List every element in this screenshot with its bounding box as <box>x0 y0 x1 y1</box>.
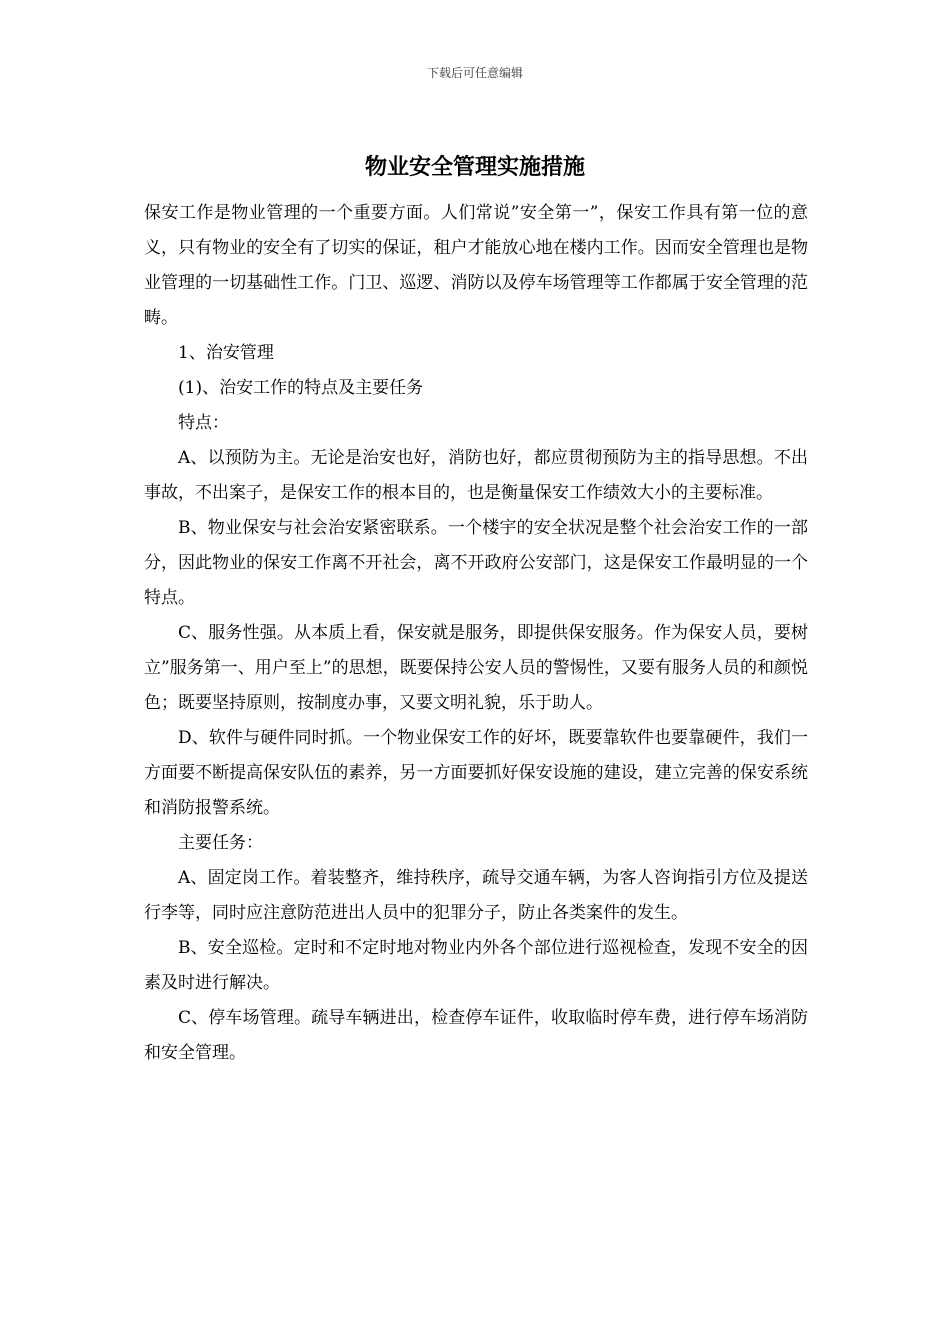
feature-b: B、物业保安与社会治安紧密联系。一个楼宇的安全状况是整个社会治安工作的一部分，因此物业的保安工作离不开社会，离不开政府公安部门，这是保安工作最明显的一个特点。 <box>144 518 808 608</box>
tasks-label: 主要任务： <box>178 833 263 853</box>
subsection-heading: (1)、治安工作的特点及主要任务 <box>178 378 424 398</box>
features-label: 特点： <box>178 413 229 433</box>
feature-c: C、服务性强。从本质上看，保安就是服务，即提供保安服务。作为保安人员，要树立”服务第一、用户至上”的思想，既要保持公安人员的警惕性，又要有服务人员的和颜悦色；既要坚持原则，按制度办事，又要文明礼貌，乐于助人。 <box>144 623 808 713</box>
section-heading: 1、治安管理 <box>178 343 274 363</box>
task-c: C、停车场管理。疏导车辆进出，检查停车证件，收取临时停车费，进行停车场消防和安全管理。 <box>144 1008 808 1063</box>
paragraph-intro: 保安工作是物业管理的一个重要方面。人们常说”安全第一”，保安工作具有第一位的意义，只有物业的安全有了切实的保证，租户才能放心地在楼内工作。因而安全管理也是物业管理的一切基础性工作。门卫、巡逻、消防以及停车场管理等工作都属于安全管理的范畴。 <box>144 203 808 328</box>
task-b: B、安全巡检。定时和不定时地对物业内外各个部位进行巡视检查，发现不安全的因素及时进行解决。 <box>144 938 808 993</box>
feature-a: A、以预防为主。无论是治安也好，消防也好，都应贯彻预防为主的指导思想。不出事故，不出案子，是保安工作的根本目的，也是衡量保安工作绩效大小的主要标准。 <box>144 448 808 503</box>
page-title: 物业安全管理实施措施 <box>364 155 585 180</box>
feature-d: D、软件与硬件同时抓。一个物业保安工作的好坏，既要靠软件也要靠硬件，我们一方面要不断提高保安队伍的素养，另一方面要抓好保安设施的建设，建立完善的保安系统和消防报警系统。 <box>144 728 808 818</box>
header-note: 下载后可任意编辑 <box>426 66 523 80</box>
document-body <box>144 196 808 1071</box>
task-a: A、固定岗工作。着装整齐，维持秩序，疏导交通车辆，为客人咨询指引方位及提送行李等，同时应注意防范进出人员中的犯罪分子，防止各类案件的发生。 <box>144 868 808 923</box>
